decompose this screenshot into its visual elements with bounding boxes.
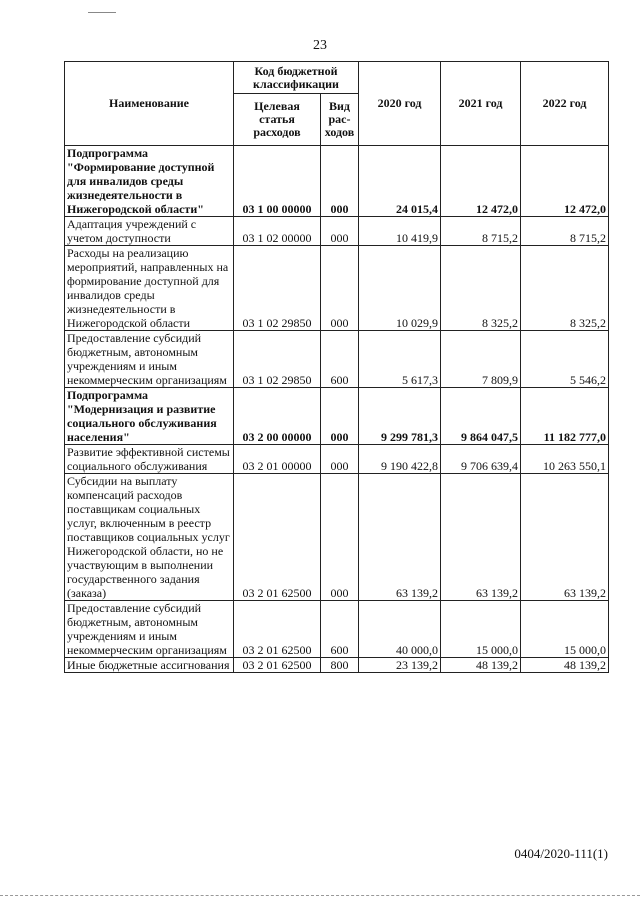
- table-row: [65, 658, 609, 673]
- row-name: Подпрограмма "Формирование доступной для инвалидов среды жизнедеятельности в Нижегородской области": [65, 146, 234, 217]
- table-row: [65, 246, 609, 331]
- row-value-2020: 9 190 422,8: [359, 445, 441, 474]
- header-budget-code: Код бюджетной классификации: [234, 62, 359, 94]
- row-value-2020: 10 419,9: [359, 217, 441, 246]
- row-value-2021: 7 809,9: [441, 331, 521, 388]
- row-value-2021: 9 706 639,4: [441, 445, 521, 474]
- table-row: [65, 217, 609, 246]
- row-expense-type: 000: [321, 146, 359, 217]
- row-name: Расходы на реализацию мероприятий, направленных на формирование доступной для инвалидов среды жизнедеятельности в Нижегородской области: [65, 246, 234, 331]
- row-value-2021: 63 139,2: [441, 474, 521, 601]
- row-target-article: 03 1 00 00000: [234, 146, 321, 217]
- row-value-2022: 48 139,2: [521, 658, 609, 673]
- budget-table: [64, 61, 609, 673]
- row-expense-type: 000: [321, 217, 359, 246]
- row-target-article: 03 2 01 62500: [234, 601, 321, 658]
- table-row: [65, 474, 609, 601]
- page-number: 23: [313, 38, 327, 53]
- row-expense-type: 000: [321, 474, 359, 601]
- row-value-2020: 40 000,0: [359, 601, 441, 658]
- table-row: [65, 331, 609, 388]
- row-value-2022: 10 263 550,1: [521, 445, 609, 474]
- row-target-article: 03 1 02 29850: [234, 331, 321, 388]
- row-expense-type: 000: [321, 246, 359, 331]
- row-value-2022: 5 546,2: [521, 331, 609, 388]
- scan-artifact-top: [88, 12, 116, 13]
- row-expense-type: 000: [321, 445, 359, 474]
- table-row: [65, 146, 609, 217]
- row-name: Предоставление субсидий бюджетным, автономным учреждениям и иным некоммерческим организациям: [65, 601, 234, 658]
- header-year-2022: 2022 год: [521, 62, 609, 146]
- row-expense-type: 000: [321, 388, 359, 445]
- header-target-article: Целевая статья расходов: [234, 94, 321, 146]
- row-expense-type: 800: [321, 658, 359, 673]
- row-value-2021: 15 000,0: [441, 601, 521, 658]
- row-target-article: 03 2 01 00000: [234, 445, 321, 474]
- row-value-2020: 10 029,9: [359, 246, 441, 331]
- row-expense-type: 600: [321, 331, 359, 388]
- row-value-2020: 24 015,4: [359, 146, 441, 217]
- row-value-2021: 8 325,2: [441, 246, 521, 331]
- row-value-2022: 63 139,2: [521, 474, 609, 601]
- scan-artifact-bottom: [0, 895, 640, 896]
- row-name: Субсидии на выплату компенсаций расходов поставщикам социальных услуг, включенным в реестр поставщиков социальных услуг Нижегородской области, но не участвующим в выполнении государственного задания (заказа): [65, 474, 234, 601]
- row-target-article: 03 2 01 62500: [234, 474, 321, 601]
- row-name: Предоставление субсидий бюджетным, автономным учреждениям и иным некоммерческим организациям: [65, 331, 234, 388]
- header-name: Наименование: [65, 62, 234, 146]
- row-target-article: 03 1 02 00000: [234, 217, 321, 246]
- row-name: Адаптация учреждений с учетом доступности: [65, 217, 234, 246]
- row-value-2021: 12 472,0: [441, 146, 521, 217]
- header-year-2021: 2021 год: [441, 62, 521, 146]
- row-value-2022: 8 325,2: [521, 246, 609, 331]
- row-value-2020: 5 617,3: [359, 331, 441, 388]
- table-row: [65, 388, 609, 445]
- row-name: Иные бюджетные ассигнования: [65, 658, 234, 673]
- row-value-2020: 63 139,2: [359, 474, 441, 601]
- table-row: [65, 445, 609, 474]
- row-name: Развитие эффективной системы социального обслуживания: [65, 445, 234, 474]
- row-expense-type: 600: [321, 601, 359, 658]
- row-target-article: 03 2 00 00000: [234, 388, 321, 445]
- header-expense-type: Вид рас-ходов: [321, 94, 359, 146]
- row-value-2021: 9 864 047,5: [441, 388, 521, 445]
- row-value-2022: 15 000,0: [521, 601, 609, 658]
- row-value-2021: 8 715,2: [441, 217, 521, 246]
- row-name: Подпрограмма "Модернизация и развитие социального обслуживания населения": [65, 388, 234, 445]
- document-id: 0404/2020-111(1): [514, 846, 608, 861]
- table-row: [65, 601, 609, 658]
- row-value-2022: 8 715,2: [521, 217, 609, 246]
- row-value-2020: 9 299 781,3: [359, 388, 441, 445]
- row-value-2021: 48 139,2: [441, 658, 521, 673]
- row-value-2022: 12 472,0: [521, 146, 609, 217]
- table-body: [65, 146, 609, 673]
- header-year-2020: 2020 год: [359, 62, 441, 146]
- row-target-article: 03 1 02 29850: [234, 246, 321, 331]
- row-value-2020: 23 139,2: [359, 658, 441, 673]
- row-target-article: 03 2 01 62500: [234, 658, 321, 673]
- row-value-2022: 11 182 777,0: [521, 388, 609, 445]
